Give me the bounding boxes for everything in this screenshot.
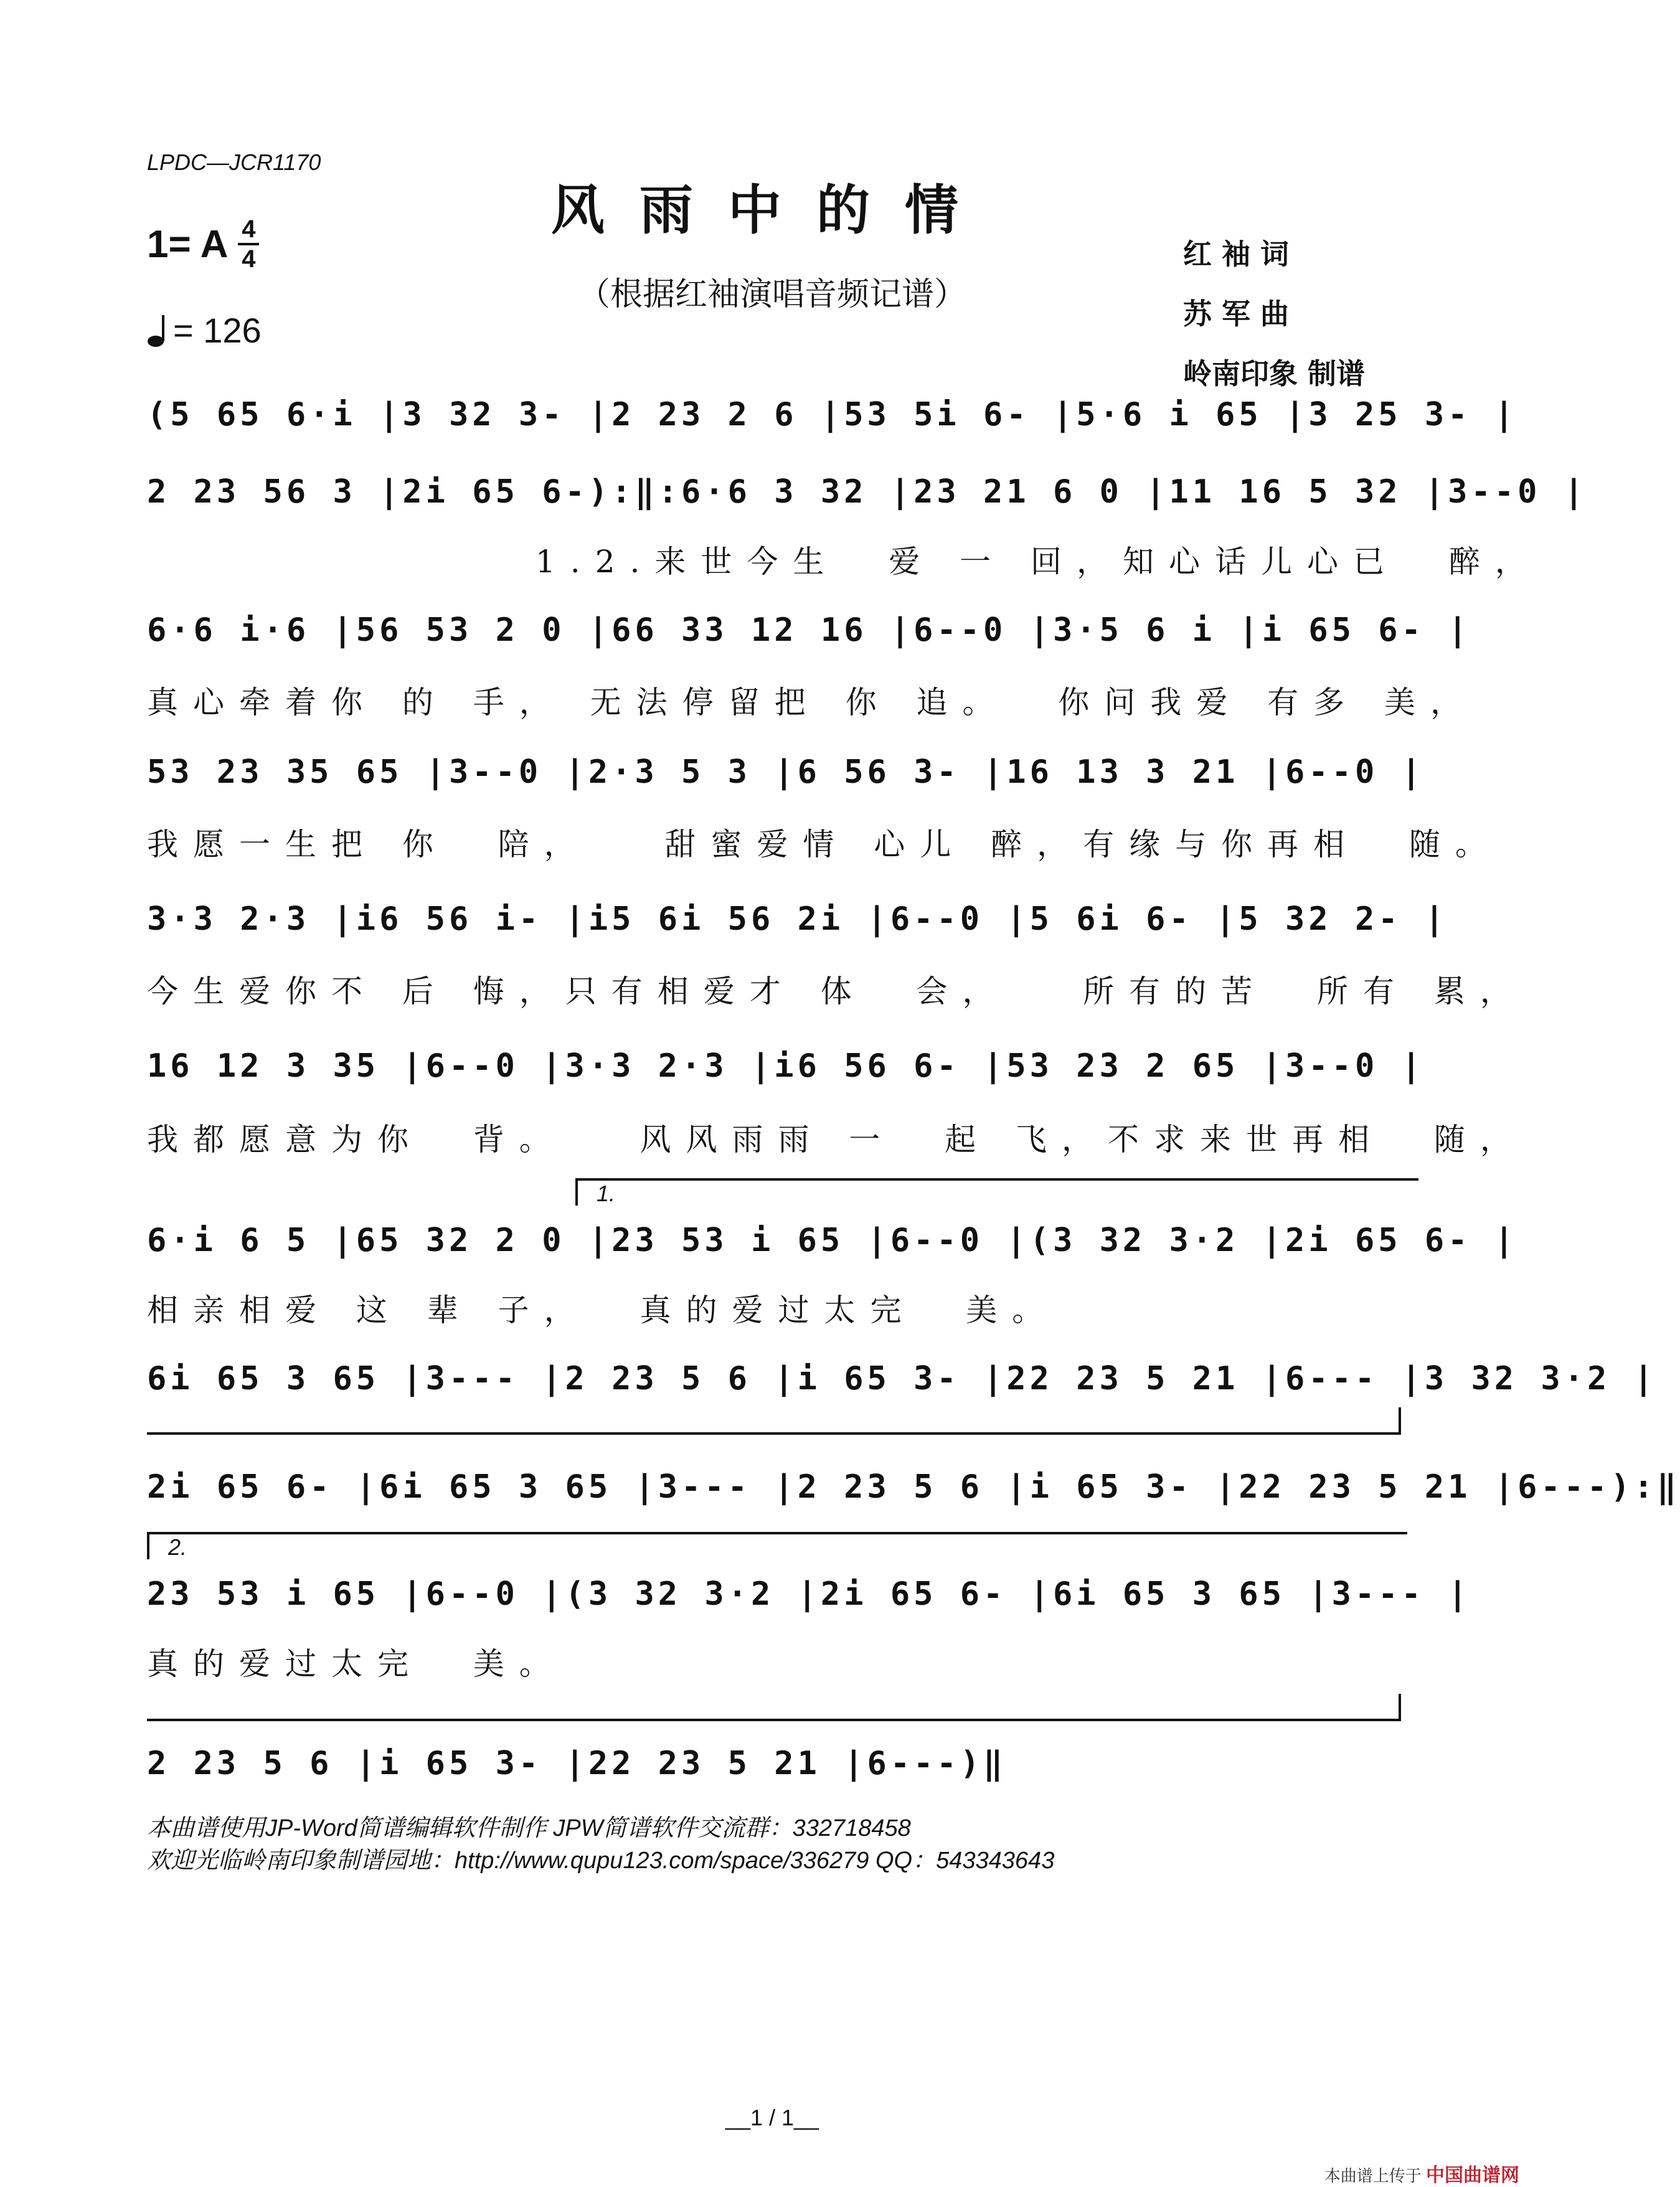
time-bottom: 4 [242, 245, 256, 273]
volta-1-end [147, 1407, 1401, 1435]
music-line-11: 2 23 5 6 |i 65 3- |22 23 5 21 |6---)‖ [147, 1745, 1007, 1782]
music-line-10: 23 53 i 65 |6--0 |(3 32 3·2 |2i 65 6- |6i 65 3 65 |3--- | [147, 1575, 1471, 1613]
music-line-5: 3·3 2·3 |i6 56 i- |i5 6i 56 2i |6--0 |5 6i 6- |5 32 2- | [147, 900, 1448, 938]
volta-2-end [147, 1694, 1401, 1721]
music-line-9: 2i 65 6- |6i 65 3 65 |3--- |2 23 5 6 |i 65 3- |22 23 5 21 |6---):‖ [147, 1468, 1680, 1506]
footer-line-1: 本曲谱使用JP-Word简谱编辑软件制作 JPW简谱软件交流群：332718458 [147, 1815, 911, 1841]
lyric-line-5: 我都愿意为你 背。 风风雨雨 一 起 飞，不求来世再相 随， [147, 1122, 1526, 1158]
quarter-note-icon [147, 314, 168, 347]
time-top: 4 [242, 215, 256, 243]
time-signature [238, 217, 259, 272]
lyric-line-7: 真的爱过太完 美。 [147, 1646, 565, 1682]
credits [1183, 224, 1407, 404]
music-line-2: 2 23 56 3 |2i 65 6-):‖:6·6 3 32 |23 21 6 0 |11 16 5 32 |3--0 | [147, 473, 1588, 511]
music-line-8: 6i 65 3 65 |3--- |2 23 5 6 |i 65 3- |22 23 5 21 |6--- |3 32 3·2 | [147, 1360, 1657, 1397]
composer: 苏 军 曲 [1183, 297, 1290, 331]
song-title: 风雨中的情 [551, 179, 993, 242]
watermark-stamp [1324, 2160, 1519, 2187]
tempo-value: = 126 [173, 311, 262, 350]
music-line-3: 6·6 i·6 |56 53 2 0 |66 33 12 16 |6--0 |3·5 6 i |i 65 6- | [147, 612, 1471, 649]
footer-line-2: 欢迎光临岭南印象制谱园地：http://www.qupu123.com/space/336279 QQ：543343643 [147, 1848, 1055, 1874]
arranger: 岭南印象 制谱 [1183, 357, 1366, 390]
music-line-7: 6·i 6 5 |65 32 2 0 |23 53 i 65 |6--0 |(3 32 3·2 |2i 65 6- | [147, 1222, 1518, 1259]
volta-2: 2. [147, 1532, 1407, 1559]
music-line-6: 16 12 3 35 |6--0 |3·3 2·3 |i6 56 6- |53 23 2 65 |3--0 | [147, 1047, 1425, 1085]
music-line-1: (5 65 6·i |3 32 3- |2 23 2 6 |53 5i 6- |5·6 i 65 |3 25 3- | [147, 396, 1518, 433]
lyric-line-4: 今生爱你不 后 悔，只有相爱才 体 会， 所有的苦 所有 累， [147, 973, 1526, 1009]
lyric-line-1: 1.2.来世今生 爱 一 回，知心话儿心已 醉， [536, 544, 1541, 580]
key-signature [147, 217, 259, 272]
lyric-line-6: 相亲相爱 这 辈 子， 真的爱过太完 美。 [147, 1292, 1059, 1328]
tempo-mark [147, 310, 262, 351]
page-number: __1 / 1__ [725, 2105, 819, 2130]
lyricist: 红 袖 词 [1183, 237, 1290, 271]
key-label: 1= A [147, 222, 229, 266]
stamp-text: 本曲谱上传于 [1324, 2166, 1422, 2185]
volta-1: 1. [575, 1178, 1418, 1206]
music-line-4: 53 23 35 65 |3--0 |2·3 5 3 |6 56 3- |16 13 3 21 |6--0 | [147, 753, 1425, 791]
lyric-line-3: 我愿一生把 你 陪， 甜蜜爱情 心儿 醉，有缘与你再相 随。 [147, 826, 1501, 862]
score-code: LPDC—JCR1170 [147, 149, 321, 175]
stamp-brand: 中国曲谱网 [1426, 2165, 1519, 2186]
song-subtitle: （根据红袖演唱音频记谱） [577, 276, 966, 313]
lyric-line-2: 真心牵着你 的 手， 无法停留把 你 追。 你问我爱 有多 美， [147, 684, 1477, 720]
